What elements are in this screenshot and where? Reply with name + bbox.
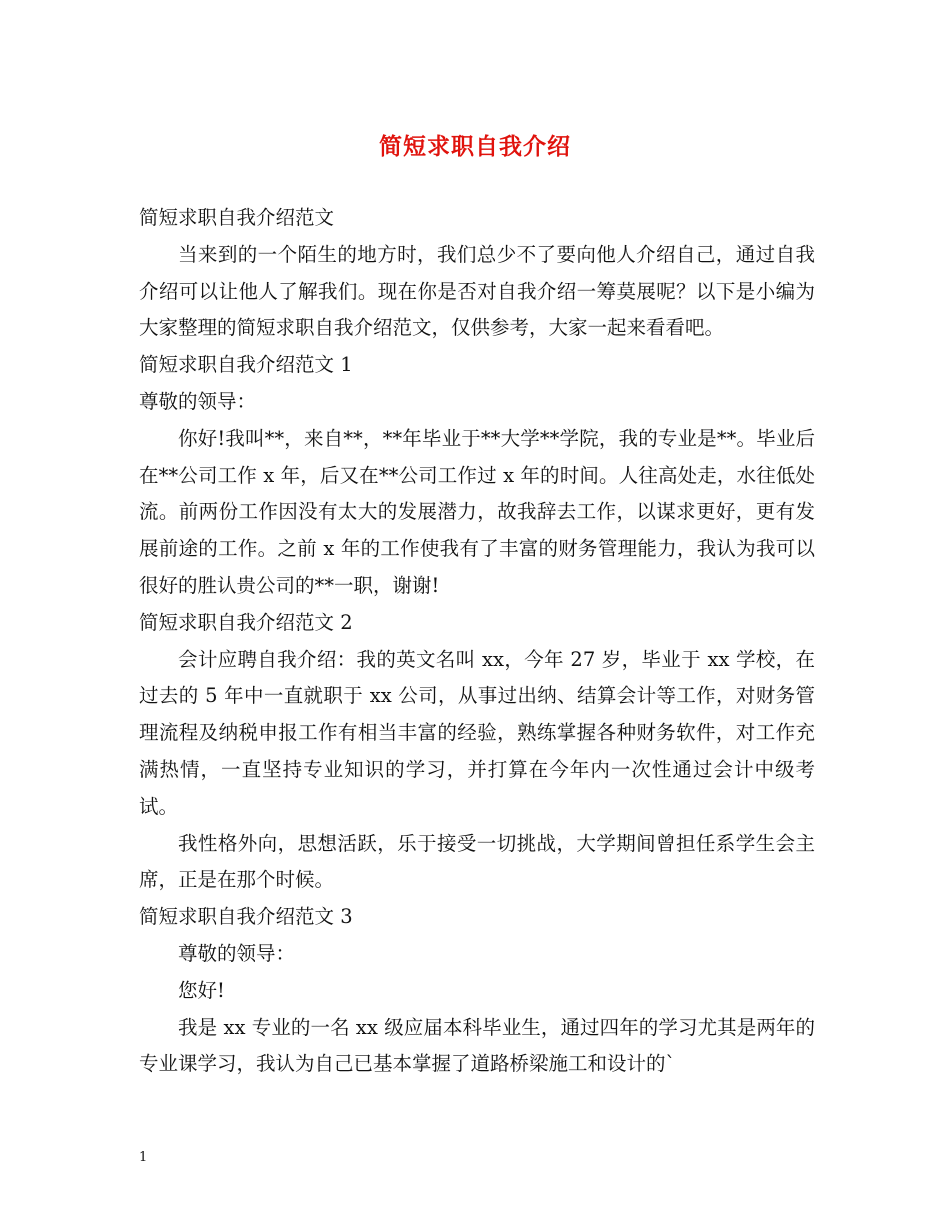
paragraph-heading-sample-1: 简短求职自我介绍范文 1 (139, 353, 353, 377)
paragraph-greeting-3: 您好! (178, 978, 225, 1002)
document-body (139, 200, 815, 1083)
paragraph-sample-3: 我是 xx 专业的一名 xx 级应届本科毕业生，通过四年的学习尤其是两年的专业课学习，我认为自己已基本掌握了道路桥梁施工和设计的` (139, 1015, 815, 1076)
paragraph-heading-sample-2: 简短求职自我介绍范文 2 (139, 610, 353, 634)
paragraph-heading-sample-3: 简短求职自我介绍范文 3 (139, 905, 353, 929)
paragraph-salutation-1: 尊敬的领导： (139, 389, 257, 413)
paragraph-sample-2-continued: 我性格外向，思想活跃，乐于接受一切挑战，大学期间曾担任系学生会主席，正是在那个时候。 (139, 831, 815, 892)
paragraph-intro: 当来到的一个陌生的地方时，我们总少不了要向他人介绍自己，通过自我介绍可以让他人了解我们。现在你是否对自我介绍一筹莫展呢？以下是小编为大家整理的简短求职自我介绍范文，仅供参考，大家一起来看看吧。 (139, 242, 815, 340)
paragraph-heading-intro: 简短求职自我介绍范文 (139, 206, 335, 229)
paragraph-sample-2: 会计应聘自我介绍：我的英文名叫 xx，今年 27 岁，毕业于 xx 学校，在过去的 5 年中一直就职于 xx 公司，从事过出纳、结算会计等工作，对财务管理流程及纳税申报工作有相当丰富的经验，熟练掌握各种财务软件，对工作充满热情，一直坚持专业知识的学习，并打算在今年内一次性通过会计中级考试。 (139, 647, 815, 818)
paragraph-salutation-3: 尊敬的领导： (178, 941, 296, 965)
paragraph-sample-1: 你好!我叫**，来自**，**年毕业于**大学**学院，我的专业是**。毕业后在**公司工作 x 年，后又在**公司工作过 x 年的时间。人往高处走，水往低处流。前两份工作因没有太大的发展潜力，故我辞去工作，以谋求更好，更有发展前途的工作。之前 x 年的工作使我有了丰富的财务管理能力，我认为我可以很好的胜认贵公司的**一职，谢谢! (139, 426, 815, 597)
document-title: 简短求职自我介绍 (379, 133, 571, 160)
page-number: 1 (139, 1150, 148, 1165)
